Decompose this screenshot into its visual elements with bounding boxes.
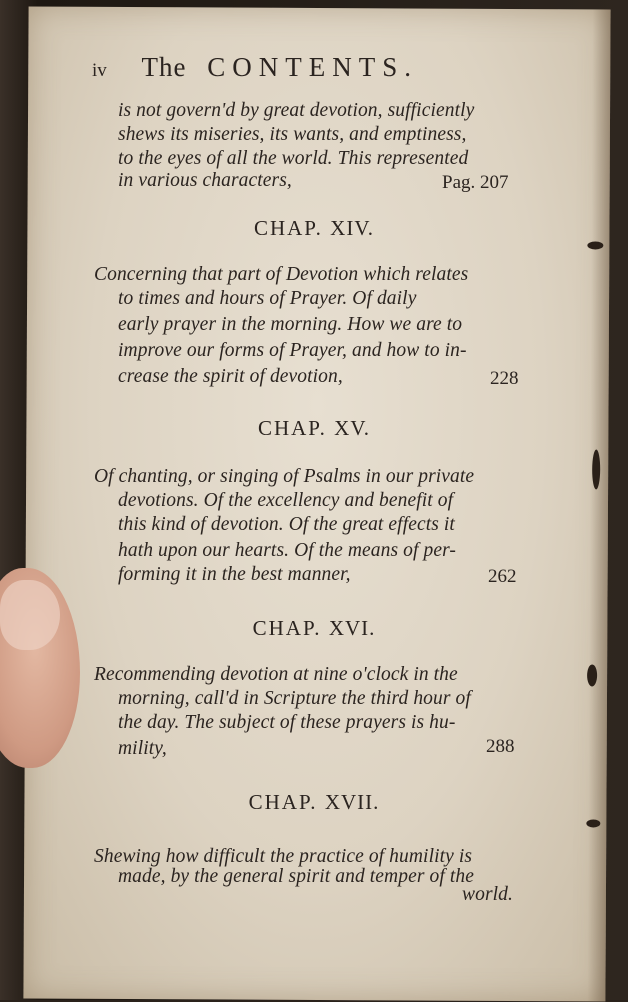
chapter-heading [0, 616, 628, 641]
text-line: morning, call'd in Scripture the third hour of [118, 688, 471, 709]
chapter-label: CHAP. [257, 416, 327, 440]
page-reference: Pag. 207 [442, 172, 509, 193]
chapter-number: XIV. [330, 216, 375, 240]
chapter-page-number: 262 [488, 566, 517, 587]
running-header [92, 52, 418, 83]
chapter-label: CHAP. [253, 216, 323, 240]
text-line: shews its miseries, its wants, and emptiness, [118, 124, 467, 145]
text-line: Concerning that part of Devotion which relates [94, 264, 469, 285]
thumbnail-nail [0, 580, 60, 650]
text-line: forming it in the best manner, [118, 564, 351, 585]
text-line: hath upon our hearts. Of the means of per- [118, 540, 456, 561]
text-line: Recommending devotion at nine o'clock in the [94, 664, 458, 685]
text-line: is not govern'd by great devotion, sufficiently [118, 100, 475, 121]
text-line: improve our forms of Prayer, and how to in- [118, 340, 467, 361]
chapter-page-number: 288 [486, 736, 515, 757]
chapter-heading [0, 416, 628, 441]
text-line: crease the spirit of devotion, [118, 366, 343, 387]
text-line: in various characters, [118, 170, 292, 191]
chapter-number: XVI. [328, 616, 376, 640]
text-line: to the eyes of all the world. This represented [118, 148, 469, 169]
text-line: this kind of devotion. Of the great effects it [118, 514, 455, 535]
header-title: The [141, 52, 187, 82]
chapter-number: XVII. [324, 790, 380, 814]
header-title-caps: CONTENTS. [207, 52, 419, 82]
page-number: iv [92, 60, 107, 81]
chapter-heading [0, 790, 628, 815]
text-line: world. [462, 884, 513, 905]
text-line: devotions. Of the excellency and benefit of [118, 490, 454, 511]
chapter-label: CHAP. [248, 790, 318, 814]
chapter-label: CHAP. [252, 616, 322, 640]
chapter-heading [0, 216, 628, 241]
text-line: early prayer in the morning. How we are to [118, 314, 463, 335]
text-line: to times and hours of Prayer. Of daily [118, 288, 417, 309]
chapter-number: XV. [334, 416, 371, 440]
chapter-page-number: 228 [490, 368, 519, 389]
text-line: made, by the general spirit and temper of the [118, 866, 474, 887]
text-line: Of chanting, or singing of Psalms in our private [94, 466, 475, 487]
text-line: Shewing how difficult the practice of humility is [94, 846, 473, 867]
text-line: mility, [118, 738, 167, 759]
text-line: the day. The subject of these prayers is hu- [118, 712, 456, 733]
